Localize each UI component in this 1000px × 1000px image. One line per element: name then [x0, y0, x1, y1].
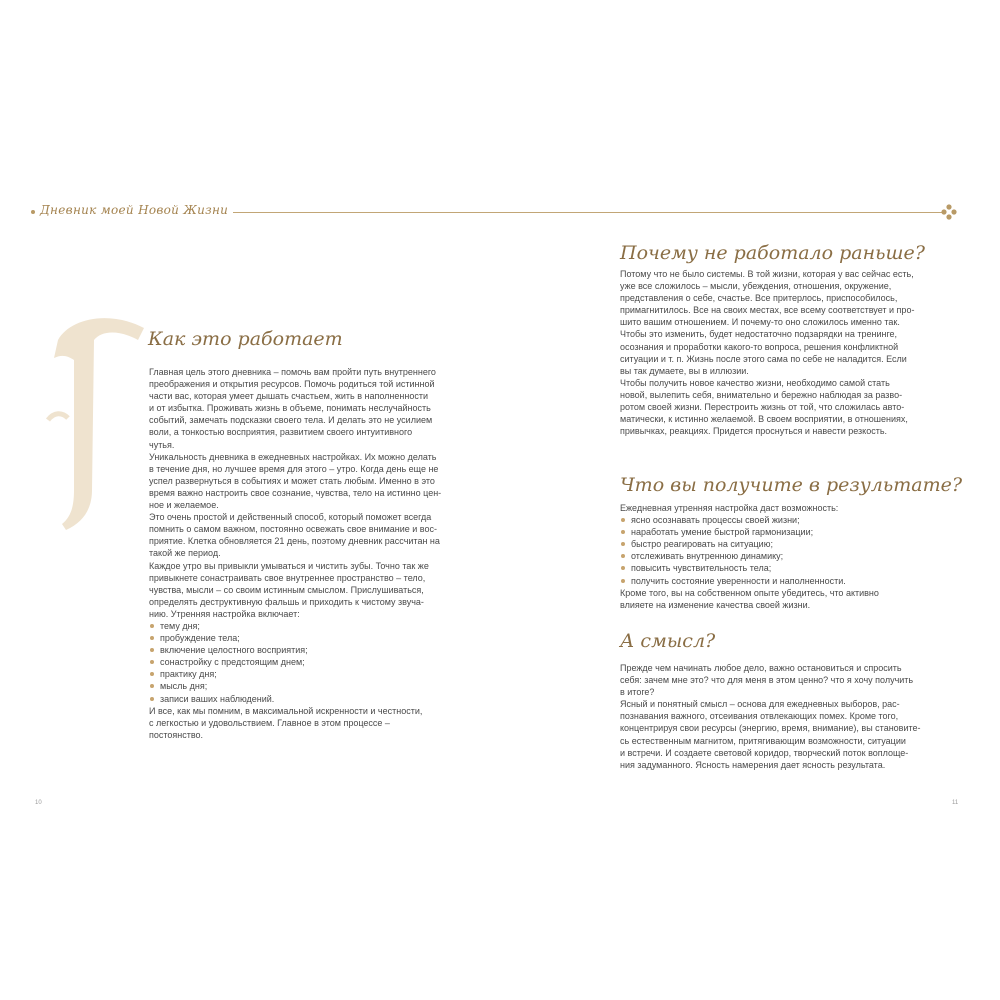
list-item: быстро реагировать на ситуацию; [620, 538, 965, 550]
text-line: и от избытка. Проживать жизнь в объеме, понимать неслучайность [149, 403, 431, 414]
list-item: пробуждение тела; [149, 632, 479, 644]
text-line: постоянство. [149, 729, 204, 740]
text-line: определять деструктивную фальшь и приходить к чистому звуча- [149, 596, 424, 607]
morning-setup-list [149, 620, 479, 705]
page-number-right: 11 [952, 800, 959, 806]
text-line: воли, а тонкостью восприятия, развитием своего интуитивного [149, 427, 413, 438]
text-line: матически, к истинно желаемой. В своем восприятии, в отношениях, [620, 414, 908, 425]
text-line: такой же период. [149, 548, 221, 559]
text-line: ное и желаемое. [149, 500, 219, 511]
text-line: успел развернуться в событиях и может стать любым. Именно в это [149, 475, 435, 486]
results-list [620, 514, 965, 587]
text-line: примагнитилось. Все на своих местах, все всему соответствует и про- [620, 305, 915, 316]
text-line: сь естественным магнитом, притягивающим возможности, ситуации [620, 735, 906, 746]
list-item: повысить чувствительность тела; [620, 562, 965, 574]
left-intro-text [149, 366, 479, 620]
results-intro: Ежедневная утренняя настройка даст возможность: [620, 503, 839, 513]
left-page-body [149, 366, 479, 741]
left-outro-text [149, 705, 479, 741]
text-line: привычках, реакциях. Придется проснуться и навести резкость. [620, 426, 888, 437]
text-line: Уникальность дневника в ежедневных настройках. Их можно делать [149, 451, 437, 462]
text-line: ротом своей жизни. Перестроить жизнь от той, что сложилась авто- [620, 402, 905, 413]
text-line: с легкостью и удовольствием. Главное в этом процессе – [149, 717, 390, 728]
text-line: в течение дня, но лучшее время для этого – утро. Когда день еще не [149, 463, 439, 474]
text-line: преображения и открытия ресурсов. Помочь родиться той истинной [149, 379, 435, 390]
list-item: практику дня; [149, 668, 479, 680]
section-heading-how-it-works: Как это работает [148, 328, 343, 350]
meaning-text [620, 662, 965, 771]
why-not-before-text [620, 268, 965, 437]
text-line: ситуации и т. п. Жизнь после этого сама по себе не наладится. Если [620, 353, 907, 364]
list-item: отслеживать внутреннюю динамику; [620, 550, 965, 562]
text-line: вы так думаете, вы в иллюзии. [620, 365, 749, 376]
results-text [620, 502, 965, 611]
text-line: событий, замечать подсказки своего тела. И делать это не усилием [149, 415, 433, 426]
list-item: наработать умение быстрой гармонизации; [620, 526, 965, 538]
text-line: привыкнете сонастраивать свое внутреннее пространство – тело, [149, 572, 426, 583]
text-line: Прежде чем начинать любое дело, важно остановиться и спросить [620, 663, 902, 673]
text-line: ния задуманного. Ясность намерения дает ясность результата. [620, 759, 886, 770]
fleur-ornament-icon [940, 203, 958, 221]
text-line: новой, вылепить себя, внимательно и бережно наблюдая за разво- [620, 389, 903, 400]
meaning-lines [620, 662, 965, 771]
why-not-before-lines [620, 268, 965, 437]
text-line: чутья. [149, 439, 175, 450]
page-number-left: 10 [35, 800, 42, 806]
list-item: тему дня; [149, 620, 479, 632]
text-line: в итоге? [620, 687, 655, 698]
text-line: концентрируя свои ресурсы (энергию, время, внимание), вы становите- [620, 723, 921, 734]
text-line: представления о себе, счастье. Все притерлось, приспособилось, [620, 293, 898, 304]
text-line: время важно настроить свое сознание, чувства, тело на истинно цен- [149, 487, 442, 498]
text-line: себя: зачем мне это? что для меня в этом ценно? что я хочу получить [620, 675, 914, 686]
text-line: Чтобы это изменить, будет недостаточно подзарядки на тренинге, [620, 329, 898, 340]
list-item: получить состояние уверенности и наполненности. [620, 575, 965, 587]
text-line: Это очень простой и действенный способ, который поможет всегда [149, 512, 432, 523]
list-item: ясно осознавать процессы своей жизни; [620, 514, 965, 526]
text-line: Кроме того, вы на собственном опыте убедитесь, что активно [620, 587, 879, 598]
section-heading-results: Что вы получите в результате? [620, 474, 963, 496]
section-heading-meaning: А смысл? [620, 630, 716, 652]
text-line: влияете на изменение качества своей жизни. [620, 599, 811, 610]
text-line: чувства, мысли – со своим истинным смыслом. Прислушиваться, [149, 584, 424, 595]
text-line: нию. Утренняя настройка включает: [149, 608, 300, 619]
section-heading-why-not-before: Почему не работало раньше? [620, 242, 925, 264]
text-line: Каждое утро вы привыкли умываться и чистить зубы. Точно так же [149, 560, 429, 571]
header-rule [233, 212, 943, 213]
text-line: и встречи. И создаете световой коридор, творческий поток воплоще- [620, 747, 909, 758]
text-line: уже все сложилось – мысли, убеждения, отношения, окружение, [620, 281, 892, 292]
text-line: Потому что не было системы. В той жизни, которая у вас сейчас есть, [620, 269, 914, 279]
drop-initial-decoration [40, 300, 152, 540]
text-line: познавания важного, отсеивания отвлекающих помех. Кроме того, [620, 711, 899, 722]
text-line: помнить о самом важном, постоянно освежать свое внимание и вос- [149, 524, 437, 535]
text-line: осознания и проработки какого-то вопроса, решения конфликтной [620, 341, 899, 352]
text-line: Чтобы получить новое качество жизни, необходимо самой стать [620, 377, 890, 388]
running-title: Дневник моей Новой Жизни [40, 203, 229, 217]
results-outro [620, 587, 965, 611]
text-line: приятие. Клетка обновляется 21 день, поэтому дневник рассчитан на [149, 536, 440, 547]
text-line: шито вашим отношением. И почему-то оно сложилось именно так. [620, 317, 900, 328]
list-item: сонастройку с предстоящим днем; [149, 656, 479, 668]
text-line: части вас, которая умеет дышать счастьем, жить в наполненности [149, 391, 428, 402]
list-item: включение целостного восприятия; [149, 644, 479, 656]
text-line: Главная цель этого дневника – помочь вам пройти путь внутреннего [149, 367, 436, 377]
header-bullet [31, 210, 35, 214]
text-line: Ясный и понятный смысл – основа для ежедневных выборов, рас- [620, 699, 900, 710]
text-line: И все, как мы помним, в максимальной искренности и честности, [149, 705, 423, 716]
list-item: записи ваших наблюдений. [149, 693, 479, 705]
list-item: мысль дня; [149, 680, 479, 692]
